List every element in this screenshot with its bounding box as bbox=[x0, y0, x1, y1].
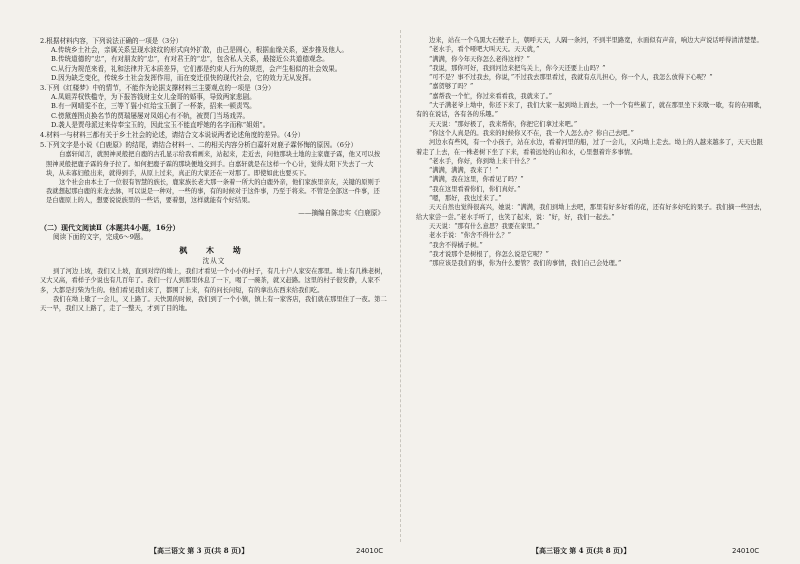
story-line-18: 天天说：“那有什么意思？我要在家里。” bbox=[429, 222, 540, 230]
left-page bbox=[40, 36, 388, 541]
question-3-stem: 3.下列《红楼梦》中的情节，不能作为论据支撑材料三主要观点的一项是（3分） bbox=[40, 84, 275, 93]
excerpt-paragraph-2: 这个社会由本土了一位很有智慧的族长，鹿家族长老大那一条着一所大的白鹿外亲，他们家族里亲友，关键的原则于我就想起那白鹿的来龙去脉，可以说是一种对，一些的事，有的时候对于这件事，乃至于将来。不管是全部这一件事，还是白鹿原上的人，想要说说族里的一些话，要着想，这样就能有个好结果。 bbox=[46, 179, 381, 205]
story-author: 沈从文 bbox=[202, 257, 226, 266]
page-divider bbox=[400, 30, 401, 542]
story-line-16: “嗯，那好，我也过来了。” bbox=[429, 195, 502, 203]
question-5: 5.下列文字是小说《白鹿原》的结尾，请结合材料一、二的相关内容分析白嘉轩对鹿子霖怀悔的原因。（6分） bbox=[40, 141, 358, 150]
story-line-3: “满满，你今年天你怎么老得这样？” bbox=[429, 55, 530, 63]
question-2-stem: 2.根据材料内容，下列说法正确的一项是（3分） bbox=[40, 37, 183, 45]
story-line-9: 天天说：“那好极了，我来帮你，你把它们拿过来吧。” bbox=[429, 120, 578, 128]
story-line-17: 天天自然也觉得很高兴，她说：“满满，我们到坳上去吧，那里有好多好看的花，还有好多好吃的果子。我们摘一些回去，给大家尝一尝。”老水手听了，也笑了起来，说：“好，好，我们一起去。” bbox=[416, 204, 766, 221]
left-footer bbox=[150, 546, 248, 556]
story-line-4: “我说，那你可好，我到河边来把鸟关上，你今天还要上山吗？” bbox=[429, 64, 606, 72]
story-line-11: 河边水有些风，有一个小孩子，站在水边，看着河里的船，过了一会儿，又向坳上走去。坳上的人越来越多了，天天也跟着走了上去，在一株老树下坐了下来，看着远处的山和水，心里想着许多事情。 bbox=[416, 139, 763, 156]
question-2-option-d: D.因为缺乏变化，传统乡土社会发挥作用，而在变迁很快的现代社会，它的效力无从发挥。 bbox=[51, 73, 316, 82]
question-2-option-c: C.从行为规范来看，礼和法律并无本质差异，它们都是约束人行为的规范，会产生相似的社会效果。 bbox=[51, 64, 342, 73]
story-line-2: “老水手，看个哑吧大叫天天。天天就，” bbox=[429, 46, 540, 54]
right-footer-grade: 【高三语文 bbox=[532, 546, 567, 555]
question-4: 4.材料一与材料三都有关于乡土社会的论述，请结合文本说说两者论述角度的差异。（4分） bbox=[40, 131, 305, 140]
story-line-22: “那应该是我们的事，你为什么要管？我们的事情，我们自己会处理。” bbox=[429, 260, 622, 268]
story-line-6: “嘉贺够了吗？” bbox=[429, 83, 474, 91]
story-title: 枫 木 坳 bbox=[179, 245, 249, 256]
question-3-option-c: C.傍黛莲图贞换名节的贾瑞屡屡对凤姐心有不轨，被贾门当场戏弄。 bbox=[51, 111, 250, 120]
story-line-14: “满满，我在这里，你看见了吗？” bbox=[429, 176, 524, 184]
question-3-option-a: A.凤姐弄权铁槛寺，为下报答钱财主女儿金哥的婚事，导致两家悲剧。 bbox=[51, 93, 256, 102]
story-line-13: “满满，满满，我来了！” bbox=[429, 167, 499, 175]
story-line-7: “嘉帮我一个忙，你过来看看我，我就来了。” bbox=[429, 92, 552, 100]
story-line-8: “大子满老爷上坳中，你还下来了，我们大家一起到坳上面去，一个一个有些累了，就在那里坐下来歇一歇，有的在唱歌，有的在说话，各有各的乐趣。” bbox=[416, 102, 766, 119]
story-paragraph-2: 我们在坳上歇了一会儿，又上路了。天快黑的时候，我们到了一个小镇，镇上有一家客店，我们就在那里住了一夜。第二天一早，我们又上路了，走了一整天，才到了目的地。 bbox=[40, 296, 387, 313]
story-line-1: 边来，站在一个乌黑大石壁子上，朝呼天天，人隔一条河，不到半里路宽，水面似有声音，响边大声说话呼得清清楚楚。 bbox=[429, 37, 763, 44]
question-2-option-a: A.传统乡土社会，亲属关系呈现水波纹的形式向外扩散，由己是圆心，根据血缘关系，逐步推及他人。 bbox=[51, 46, 348, 55]
left-footer-page: 第 3 页(共 8 页)】 bbox=[187, 546, 249, 555]
right-footer-page: 第 4 页(共 8 页)】 bbox=[569, 546, 631, 555]
story-line-20: “我舍不得橘子树。” bbox=[429, 241, 483, 249]
left-footer-grade: 【高三语文 bbox=[150, 546, 185, 555]
right-page bbox=[416, 36, 766, 541]
left-footer-code: 24010C bbox=[356, 547, 384, 555]
right-footer-code: 24010C bbox=[732, 547, 760, 555]
question-2-option-b: B.传统道德的“忠”，有对朋友的“忠”，有对君王的“忠”，包含私人关系，最接近公共道德观念。 bbox=[51, 55, 329, 64]
section-instruction: 阅读下面的文字，完成6～9题。 bbox=[53, 232, 148, 241]
story-line-12: “老水手，你好，你到坳上来干什么？” bbox=[429, 157, 537, 165]
story-line-21: “我才说那个是树根了，你怎么说是它呢？” bbox=[429, 250, 549, 258]
story-line-5: “可不是？事不过我去，你说，”不过我去那里看过，我就有点儿担心，你一个人，我怎么放得下心呢？” bbox=[429, 74, 713, 82]
story-paragraph-1: 到了河边上坡，我们又上坡，直到对岸的坳上，我们才看见一个小小的村子，有几十户人家安在那里。坳上有几株老树，又大又高，看样子少说也有几百年了。我们一行人到那里休息了一下，喝了一碗茶，就又赶路。这里的村子很安静，人家不多，大都是打柴为生的。他们看见我们来了，都围了上来，有的问长问短，有的拿出东西来给我们吃。 bbox=[40, 268, 387, 294]
question-3-option-b: B.有一网晴雯不在，三等丫鬟小红给宝玉倒了一杯茶，招来一顿责骂。 bbox=[51, 102, 256, 111]
section-heading: （二）现代文阅读Ⅱ（本题共4小题，16分） bbox=[40, 222, 180, 232]
story-line-15: “我在这里看着你们，你们真好。” bbox=[429, 185, 521, 193]
story-line-10: “你这个人真是的。我来的时候你又不在，我一个人怎么办？你自己去吧。” bbox=[429, 129, 634, 137]
story-line-19: 老水手说：“你舍不得什么？” bbox=[429, 232, 512, 240]
excerpt-attribution: ——摘编自陈忠实《白鹿原》 bbox=[298, 208, 384, 217]
question-3-option-d: D.袭人是贾母派过来侍奉宝玉的，因此宝玉不能直呼她的名字而称“姐姐”。 bbox=[51, 120, 270, 129]
right-footer bbox=[532, 546, 630, 556]
excerpt-paragraph-1: 白嘉轩闻言，就照神灵般把自鹿的古孔显示给我看画来，站起来，走近去，问他那块土地的主家鹿子霖，他又可以按照神灵般把鹿子霖的身子拉了。如何把鹿子霖的那块便地交到手。白嘉轩就是在这样一个心计，觉得太阳下失去了一大块，从未寡妇般出来，就得到手，从原上过来，真正的大家还在一对那了。即使如此也要买下。 bbox=[46, 151, 381, 177]
